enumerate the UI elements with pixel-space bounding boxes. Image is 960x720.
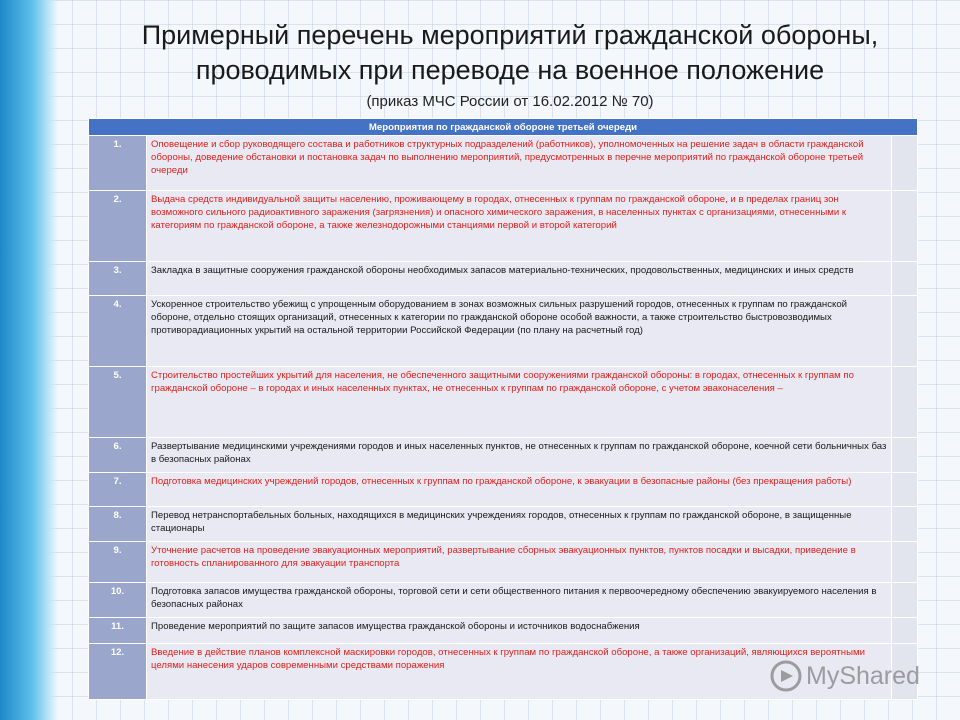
row-empty-cell (891, 190, 917, 261)
table-row (89, 438, 918, 472)
title-subtitle: (приказ МЧС России от 16.02.2012 № 70) (366, 93, 654, 110)
row-number: 1. (89, 136, 147, 191)
row-text: Перевод нетранспортабельных больных, находящихся в медицинских учреждениях городов, отнесенных к группам по гражданской обороне, в защищенные стационары (147, 507, 892, 541)
watermark-text: MyShared (806, 661, 920, 690)
table-row (89, 136, 918, 191)
table-header-row (89, 119, 918, 136)
row-text: Введение в действие планов комплексной маскировки городов, отнесенных к группам по гражданской обороне, а также организаций, являющихся вероятными целями нанесения ударов современными средствами поражения (147, 644, 892, 700)
measures-table-container (88, 118, 918, 700)
row-number: 5. (89, 367, 147, 438)
row-empty-cell (891, 261, 917, 295)
row-text: Развертывание медицинскими учреждениями городов и иных населенных пунктов, не отнесенных к группам по гражданской обороне, коечной сети больничных баз в безопасных районах (147, 438, 892, 472)
row-text: Ускоренное строительство убежищ с упрощенным оборудованием в зонах возможных сильных разрушений городов, отнесенных к группам по гражданской обороне, отдельно стоящих организаций, отнесенных к категории по гражданской обороне особой важности, а также строительство быстровозводимых противорадиационных укрытий на остальной территории Российской Федерации (по плану на расчетный год) (147, 296, 892, 367)
row-text: Выдача средств индивидуальной защиты населению, проживающему в городах, отнесенных к группам по гражданской обороне, и в пределах границ зон возможного сильного радиоактивного заражения (загрязнения) и опасного химического заражения, в населенных пунктах с организациями, отнесенными к категориям по гражданской обороне, а также железнодорожными станциями первой и второй категорий (147, 190, 892, 261)
table-row (89, 296, 918, 367)
row-text: Строительство простейших укрытий для населения, не обеспеченного защитными сооружениями гражданской обороны: в городах, отнесенных к группам по гражданской обороне – в городах и иных населенных пунктах, не отнесенных к группам по гражданской обороне, с учетом эваконаселения – (147, 367, 892, 438)
table-row (89, 507, 918, 541)
row-text: Оповещение и сбор руководящего состава и работников структурных подразделений (работников), уполномоченных на решение задач в области гражданской обороны, доведение обстановки и постановка задач по выполнению мероприятий, предусмотренных в перечне мероприятий по гражданской обороне третьей очереди (147, 136, 892, 191)
slide-title (60, 18, 960, 113)
table-row (89, 617, 918, 643)
row-text: Уточнение расчетов на проведение эвакуационных мероприятий, развертывание сборных эвакуационных пунктов, пунктов посадки и высадки, приведение в готовность спланированного для эвакуации транспорта (147, 541, 892, 583)
row-number: 3. (89, 261, 147, 295)
table-row (89, 583, 918, 617)
decorative-left-bar (0, 0, 58, 720)
row-text: Подготовка запасов имущества гражданской обороны, торговой сети и сети общественного питания к первоочередному обеспечению эвакуируемого населения в безопасных районах (147, 583, 892, 617)
row-number: 10. (89, 583, 147, 617)
row-empty-cell (891, 472, 917, 506)
row-number: 4. (89, 296, 147, 367)
row-number: 6. (89, 438, 147, 472)
row-number: 8. (89, 507, 147, 541)
row-empty-cell (891, 541, 917, 583)
row-number: 12. (89, 644, 147, 700)
row-empty-cell (891, 583, 917, 617)
table-header: Мероприятия по гражданской обороне третьей очереди (89, 119, 918, 136)
row-empty-cell (891, 507, 917, 541)
row-text: Проведение мероприятий по защите запасов имущества гражданской обороны и источников водоснабжения (147, 617, 892, 643)
row-number: 11. (89, 617, 147, 643)
table-row (89, 261, 918, 295)
table-row (89, 472, 918, 506)
row-number: 9. (89, 541, 147, 583)
row-empty-cell (891, 617, 917, 643)
row-text: Закладка в защитные сооружения гражданской обороны необходимых запасов материально-технических, продовольственных, медицинских и иных средств (147, 261, 892, 295)
row-number: 2. (89, 190, 147, 261)
myshared-watermark (770, 656, 920, 696)
row-empty-cell (891, 438, 917, 472)
myshared-logo-icon (770, 660, 802, 692)
table-row (89, 541, 918, 583)
row-empty-cell (891, 136, 917, 191)
measures-table (88, 118, 918, 700)
row-empty-cell (891, 367, 917, 438)
table-body (89, 136, 918, 700)
title-line-1: Примерный перечень мероприятий гражданской обороны, (141, 20, 879, 50)
row-text: Подготовка медицинских учреждений городов, отнесенных к группам по гражданской обороне, к эвакуации в безопасные районы (без прекращения работы) (147, 472, 892, 506)
row-number: 7. (89, 472, 147, 506)
row-empty-cell (891, 296, 917, 367)
title-line-2: проводимых при переводе на военное положение (195, 55, 825, 85)
table-row (89, 190, 918, 261)
table-row (89, 367, 918, 438)
